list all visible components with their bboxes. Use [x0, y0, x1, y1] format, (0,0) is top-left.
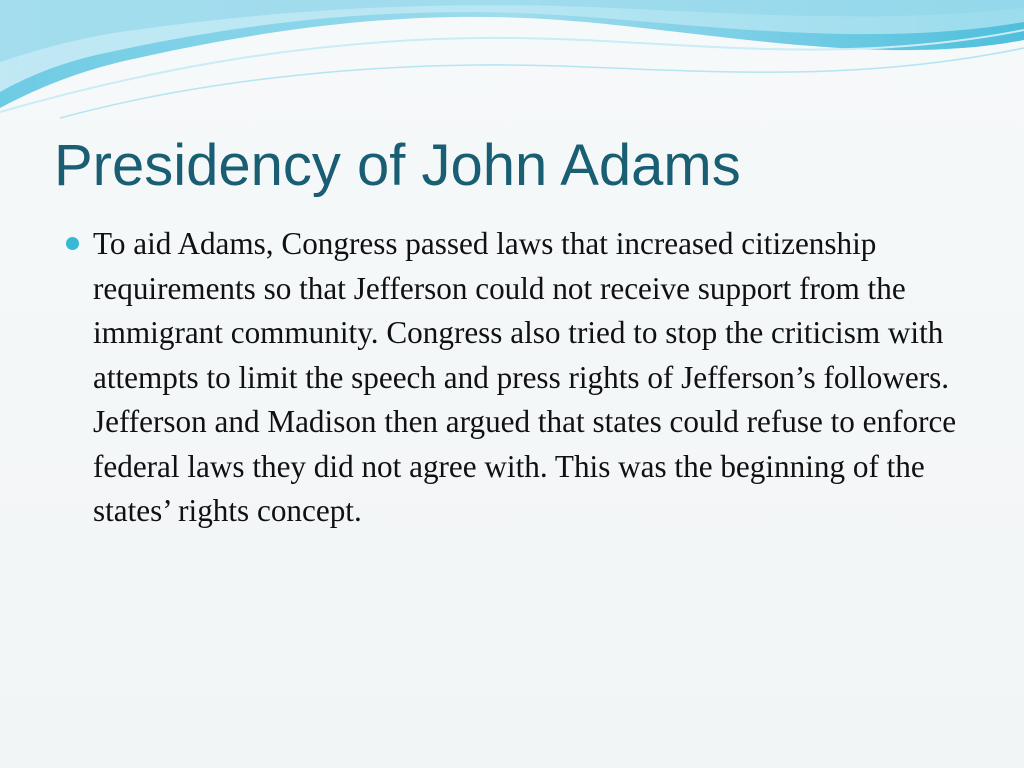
wave-line-2 — [60, 48, 1024, 118]
bullet-list — [60, 222, 960, 534]
bullet-item — [60, 222, 960, 534]
bullet-text: To aid Adams, Congress passed laws that increased citizenship requirements so that Jefferson could not receive support from the immigrant community. Congress also tried to stop the criticism with attempts to limit the speech and press rights of Jefferson’s followers. Jefferson and Madison then argued that states could refuse to enforce federal laws they did not agree with. This was the beginning of the states’ rights concept. — [93, 226, 957, 528]
bullet-dot-icon — [66, 237, 79, 250]
slide-title: Presidency of John Adams — [54, 133, 741, 198]
decorative-wave-banner — [0, 0, 1024, 130]
